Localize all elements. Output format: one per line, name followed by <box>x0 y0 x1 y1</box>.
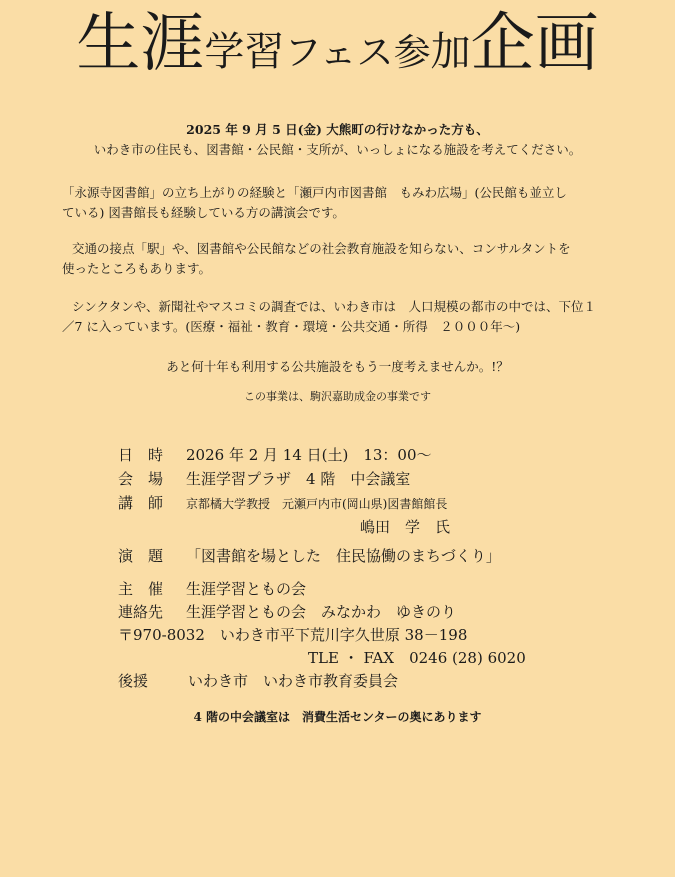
funding-line: この事業は、駒沢嘉助成金の事業です <box>244 390 431 403</box>
title-part-4: 加 <box>430 29 471 75</box>
topic-value: 「図書館を場とした 住民協働のまちづくり」 <box>186 547 501 565</box>
intro-line-2: いわき市の住民も、図書館・公民館・支所が、いっしょになる施設を考えてください。 <box>93 142 582 157</box>
phone-line: TLE ・ FAX 0246 (28) 6020 <box>308 649 526 667</box>
venue-value: 生涯学習プラザ 4 階 中会議室 <box>186 470 411 488</box>
footer-note: 4 階の中会議室は 消費生活センターの奥にあります <box>193 710 482 724</box>
para2-line-1: 交通の接点「駅」や、図書館や公民館などの社会教育施設を知らない、コンサルタントを <box>72 241 571 256</box>
host-row <box>118 578 306 600</box>
address-line: 〒970-8032 いわき市平下荒川字久世原 38－198 <box>118 626 468 644</box>
intro-line-1: 2025 年 9 月 5 日(金) 大熊町の行けなかった方も、 <box>186 122 489 137</box>
speaker-name: 嶋田 学 氏 <box>360 518 451 536</box>
host-label: 主 催 <box>118 580 164 598</box>
para1-line-2: ている) 図書館長も経験している方の講演会です。 <box>62 205 345 220</box>
contact-value: 生涯学習ともの会 みなかわ ゆきのり <box>186 603 457 621</box>
topic-row <box>118 545 501 567</box>
speaker-title: 京都橘大学教授 元瀬戸内市(岡山県)図書館館長 <box>186 497 448 511</box>
title-part-2: 学習 <box>204 29 285 75</box>
title-part-1: 生涯 <box>76 7 205 81</box>
contact-row <box>118 601 456 623</box>
para1-line-1: 「永源寺図書館」の立ち上がりの経験と「瀬戸内市図書館 もみわ広場」(公民館も並立し <box>62 185 567 200</box>
venue-label: 会 場 <box>118 470 164 488</box>
para3-line-2: ／7 に入っています。(医療・福祉・教育・環境・公共交通・所得 ２０００年～) <box>62 319 521 334</box>
host-value: 生涯学習ともの会 <box>186 580 307 598</box>
para2-line-2: 使ったところもあります。 <box>62 261 212 276</box>
venue-row <box>118 468 410 490</box>
date-row <box>118 444 432 466</box>
para3-line-1: シンクタンや、新聞社やマスコミの調査では、いわき市は 人口規模の都市の中では、下位１ <box>72 299 596 314</box>
speaker-row <box>118 492 447 515</box>
contact-label: 連絡先 <box>118 603 164 621</box>
title-part-5: 企画 <box>470 7 599 81</box>
date-label: 日 時 <box>118 446 164 464</box>
date-value: 2026 年 2 月 14 日(土) 13：00～ <box>186 446 432 464</box>
topic-label: 演 題 <box>118 547 164 565</box>
speaker-label: 講 師 <box>118 494 164 512</box>
support-row <box>118 670 398 692</box>
flyer-title <box>0 7 675 81</box>
support-value: いわき市 いわき市教育委員会 <box>188 672 399 690</box>
question-line: あと何十年も利用する公共施設をもう一度考えませんか。!？ <box>166 359 509 374</box>
title-part-3: フェス参 <box>284 31 431 74</box>
support-label: 後援 <box>118 672 149 690</box>
